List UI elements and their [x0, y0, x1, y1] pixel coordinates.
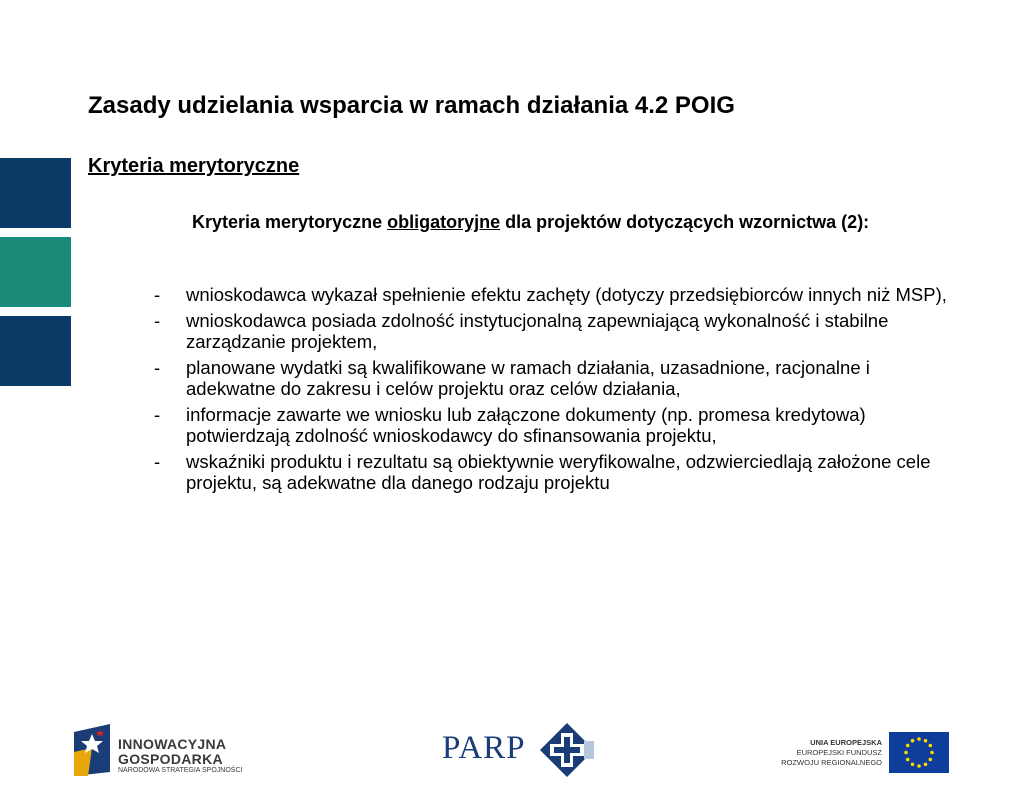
eu-line3: ROZWOJU REGIONALNEGO	[781, 758, 882, 767]
innowacyjna-line3: NARODOWA STRATEGIA SPÓJNOŚCI	[118, 767, 243, 774]
innowacyjna-line1: INNOWACYJNA	[118, 736, 227, 752]
list-item-text: planowane wydatki są kwalifikowane w ramach działania, uzasadnione, racjonalne i adekwatne do zakresu i celów projektu oraz celów działania,	[186, 356, 870, 399]
eu-flag-icon	[889, 732, 949, 773]
innowacyjna-gospodarka-logo	[70, 722, 260, 778]
list-item	[150, 404, 950, 447]
bullet-dash: -	[154, 403, 161, 425]
side-accent-block-top	[0, 158, 71, 228]
list-item	[150, 310, 950, 353]
side-accent-block-middle	[0, 237, 71, 307]
list-item-text: wnioskodawca wykazał spełnienie efektu zachęty (dotyczy przedsiębiorców innych niż MSP),	[186, 284, 947, 305]
innowacyjna-line2: GOSPODARKA	[118, 751, 223, 767]
criteria-intro	[192, 212, 952, 233]
list-item-text: wskaźniki produktu i rezultatu są obiektywnie weryfikowalne, odzwierciedlają założone cele projektu, są adekwatne dla danego rodzaju projektu	[186, 450, 931, 493]
list-item-text: wnioskodawca posiada zdolność instytucjonalną zapewniającą wykonalność i stabilne zarządzanie projektem,	[186, 309, 889, 352]
criteria-list	[150, 284, 950, 498]
parp-logo	[440, 718, 600, 782]
slide-title: Zasady udzielania wsparcia w ramach działania 4.2 POIG	[88, 92, 735, 119]
parp-wordmark: PARP	[442, 730, 526, 766]
bullet-dash: -	[154, 356, 161, 378]
bullet-dash: -	[154, 284, 161, 305]
eu-line2: EUROPEJSKI FUNDUSZ	[796, 748, 882, 757]
list-item	[150, 451, 950, 494]
intro-underlined-word: obligatoryjne	[387, 212, 501, 232]
bullet-dash: -	[154, 309, 161, 331]
list-item	[150, 284, 950, 306]
parp-diamond-icon	[538, 721, 596, 779]
eu-line1: UNIA EUROPEJSKA	[810, 738, 882, 747]
side-accent-block-bottom	[0, 316, 71, 386]
intro-text-start: Kryteria merytoryczne	[192, 212, 388, 232]
list-item	[150, 357, 950, 400]
bullet-dash: -	[154, 450, 161, 472]
slide-subtitle: Kryteria merytoryczne	[88, 155, 300, 177]
innowacyjna-gospodarka-emblem-icon	[70, 722, 116, 778]
list-item-text: informacje zawarte we wniosku lub załączone dokumenty (np. promesa kredytowa) potwierdzają zdolność wnioskodawcy do sfinansowania projektu,	[186, 403, 866, 446]
intro-text-end: dla projektów dotyczących wzornictwa (2):	[500, 212, 870, 232]
eu-fund-label	[740, 738, 882, 768]
